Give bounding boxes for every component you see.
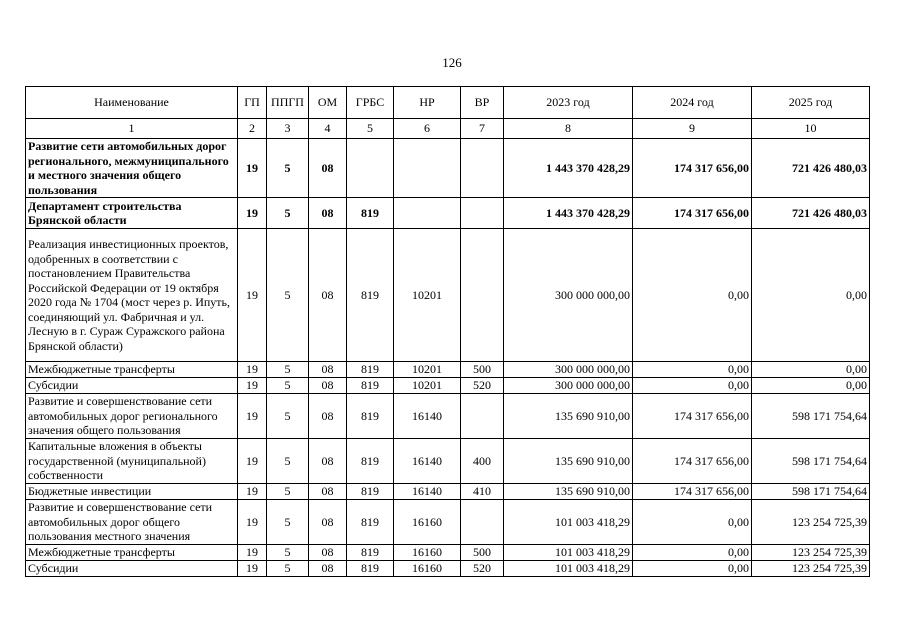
row-2025: 123 254 725,39 — [752, 561, 870, 577]
row-2023: 135 690 910,00 — [504, 484, 633, 500]
row-name: Субсидии — [26, 378, 238, 394]
header-om: ОМ — [309, 87, 347, 119]
header-gp: ГП — [238, 87, 267, 119]
table-row — [26, 394, 870, 439]
column-number: 8 — [504, 119, 633, 139]
header-grbs: ГРБС — [347, 87, 394, 119]
row-grbs: 819 — [347, 545, 394, 561]
row-om: 08 — [309, 229, 347, 362]
row-gp: 19 — [238, 484, 267, 500]
row-2025: 0,00 — [752, 229, 870, 362]
row-2024: 174 317 656,00 — [633, 484, 752, 500]
row-vr: 410 — [461, 484, 504, 500]
row-nr: 16160 — [394, 561, 461, 577]
budget-table — [25, 86, 870, 577]
row-vr — [461, 229, 504, 362]
row-2024: 0,00 — [633, 545, 752, 561]
table-row — [26, 439, 870, 484]
row-grbs: 819 — [347, 439, 394, 484]
row-grbs: 819 — [347, 362, 394, 378]
row-2025: 721 426 480,03 — [752, 139, 870, 198]
row-2025: 123 254 725,39 — [752, 500, 870, 545]
row-ppgp: 5 — [267, 139, 309, 198]
row-vr: 400 — [461, 439, 504, 484]
row-grbs — [347, 139, 394, 198]
column-number: 2 — [238, 119, 267, 139]
row-om: 08 — [309, 139, 347, 198]
row-2024: 174 317 656,00 — [633, 139, 752, 198]
row-gp: 19 — [238, 139, 267, 198]
header-ppgp: ППГП — [267, 87, 309, 119]
row-ppgp: 5 — [267, 362, 309, 378]
row-vr: 520 — [461, 378, 504, 394]
row-vr: 500 — [461, 545, 504, 561]
row-name: Развитие сети автомобильных дорог регионального, межмуниципального и местного значения общего пользования — [26, 139, 238, 198]
row-gp: 19 — [238, 198, 267, 229]
table-row — [26, 378, 870, 394]
row-nr: 16140 — [394, 439, 461, 484]
row-vr — [461, 394, 504, 439]
column-number: 10 — [752, 119, 870, 139]
row-2023: 1 443 370 428,29 — [504, 139, 633, 198]
header-row — [26, 87, 870, 119]
row-vr — [461, 500, 504, 545]
table-row — [26, 139, 870, 198]
row-nr — [394, 198, 461, 229]
row-om: 08 — [309, 378, 347, 394]
row-om: 08 — [309, 500, 347, 545]
row-2025: 0,00 — [752, 378, 870, 394]
row-grbs: 819 — [347, 229, 394, 362]
row-ppgp: 5 — [267, 378, 309, 394]
row-om: 08 — [309, 545, 347, 561]
column-number: 4 — [309, 119, 347, 139]
header-2025: 2025 год — [752, 87, 870, 119]
row-ppgp: 5 — [267, 561, 309, 577]
row-name: Капитальные вложения в объекты государственной (муниципальной) собственности — [26, 439, 238, 484]
row-nr: 10201 — [394, 362, 461, 378]
column-number-row — [26, 119, 870, 139]
row-nr: 10201 — [394, 378, 461, 394]
row-ppgp: 5 — [267, 229, 309, 362]
column-number: 6 — [394, 119, 461, 139]
row-2024: 0,00 — [633, 378, 752, 394]
row-gp: 19 — [238, 561, 267, 577]
table-row — [26, 545, 870, 561]
row-name: Развитие и совершенствование сети автомобильных дорог общего пользования местного значения — [26, 500, 238, 545]
row-2023: 300 000 000,00 — [504, 229, 633, 362]
column-number: 3 — [267, 119, 309, 139]
row-2024: 0,00 — [633, 561, 752, 577]
row-2023: 1 443 370 428,29 — [504, 198, 633, 229]
column-number: 1 — [26, 119, 238, 139]
row-2024: 0,00 — [633, 229, 752, 362]
row-nr — [394, 139, 461, 198]
header-nr: НР — [394, 87, 461, 119]
row-om: 08 — [309, 561, 347, 577]
header-name: Наименование — [26, 87, 238, 119]
row-name: Межбюджетные трансферты — [26, 362, 238, 378]
table-row — [26, 500, 870, 545]
table-row — [26, 198, 870, 229]
row-gp: 19 — [238, 229, 267, 362]
row-vr — [461, 198, 504, 229]
row-gp: 19 — [238, 362, 267, 378]
row-2024: 174 317 656,00 — [633, 198, 752, 229]
row-om: 08 — [309, 484, 347, 500]
row-name: Реализация инвестиционных проектов, одобренных в соответствии с постановлением Правительства Российской Федерации от 19 октября 2020 года № 1704 (мост через р. Ипуть, соединяющий ул. Фабричная и ул. Лесную в г. Сураж Суражского района Брянской области) — [26, 229, 238, 362]
row-name: Субсидии — [26, 561, 238, 577]
row-ppgp: 5 — [267, 394, 309, 439]
row-nr: 10201 — [394, 229, 461, 362]
row-vr: 520 — [461, 561, 504, 577]
row-2024: 174 317 656,00 — [633, 439, 752, 484]
row-vr — [461, 139, 504, 198]
row-2025: 598 171 754,64 — [752, 439, 870, 484]
row-2023: 101 003 418,29 — [504, 500, 633, 545]
header-2023: 2023 год — [504, 87, 633, 119]
row-ppgp: 5 — [267, 500, 309, 545]
row-grbs: 819 — [347, 561, 394, 577]
row-2023: 300 000 000,00 — [504, 362, 633, 378]
row-2024: 0,00 — [633, 500, 752, 545]
column-number: 5 — [347, 119, 394, 139]
row-ppgp: 5 — [267, 484, 309, 500]
row-om: 08 — [309, 198, 347, 229]
column-number: 9 — [633, 119, 752, 139]
row-grbs: 819 — [347, 394, 394, 439]
row-om: 08 — [309, 394, 347, 439]
row-gp: 19 — [238, 394, 267, 439]
row-grbs: 819 — [347, 500, 394, 545]
row-om: 08 — [309, 439, 347, 484]
row-nr: 16160 — [394, 545, 461, 561]
row-grbs: 819 — [347, 378, 394, 394]
row-ppgp: 5 — [267, 545, 309, 561]
row-ppgp: 5 — [267, 198, 309, 229]
row-2024: 0,00 — [633, 362, 752, 378]
row-2025: 721 426 480,03 — [752, 198, 870, 229]
row-nr: 16160 — [394, 500, 461, 545]
row-2024: 174 317 656,00 — [633, 394, 752, 439]
row-2025: 598 171 754,64 — [752, 394, 870, 439]
row-om: 08 — [309, 362, 347, 378]
row-gp: 19 — [238, 545, 267, 561]
row-name: Развитие и совершенствование сети автомобильных дорог регионального значения общего пользования — [26, 394, 238, 439]
row-name: Департамент строительства Брянской области — [26, 198, 238, 229]
row-name: Бюджетные инвестиции — [26, 484, 238, 500]
row-2023: 101 003 418,29 — [504, 561, 633, 577]
table-row — [26, 561, 870, 577]
table-row — [26, 362, 870, 378]
row-2023: 135 690 910,00 — [504, 394, 633, 439]
table-row — [26, 484, 870, 500]
row-vr: 500 — [461, 362, 504, 378]
row-2023: 300 000 000,00 — [504, 378, 633, 394]
row-gp: 19 — [238, 500, 267, 545]
row-ppgp: 5 — [267, 439, 309, 484]
row-gp: 19 — [238, 378, 267, 394]
row-gp: 19 — [238, 439, 267, 484]
header-vr: ВР — [461, 87, 504, 119]
row-grbs: 819 — [347, 198, 394, 229]
row-2025: 123 254 725,39 — [752, 545, 870, 561]
row-nr: 16140 — [394, 394, 461, 439]
page-number: 126 — [442, 55, 462, 70]
table-row — [26, 229, 870, 362]
column-number: 7 — [461, 119, 504, 139]
row-2025: 598 171 754,64 — [752, 484, 870, 500]
row-2023: 135 690 910,00 — [504, 439, 633, 484]
row-2023: 101 003 418,29 — [504, 545, 633, 561]
row-name: Межбюджетные трансферты — [26, 545, 238, 561]
row-nr: 16140 — [394, 484, 461, 500]
row-2025: 0,00 — [752, 362, 870, 378]
row-grbs: 819 — [347, 484, 394, 500]
header-2024: 2024 год — [633, 87, 752, 119]
